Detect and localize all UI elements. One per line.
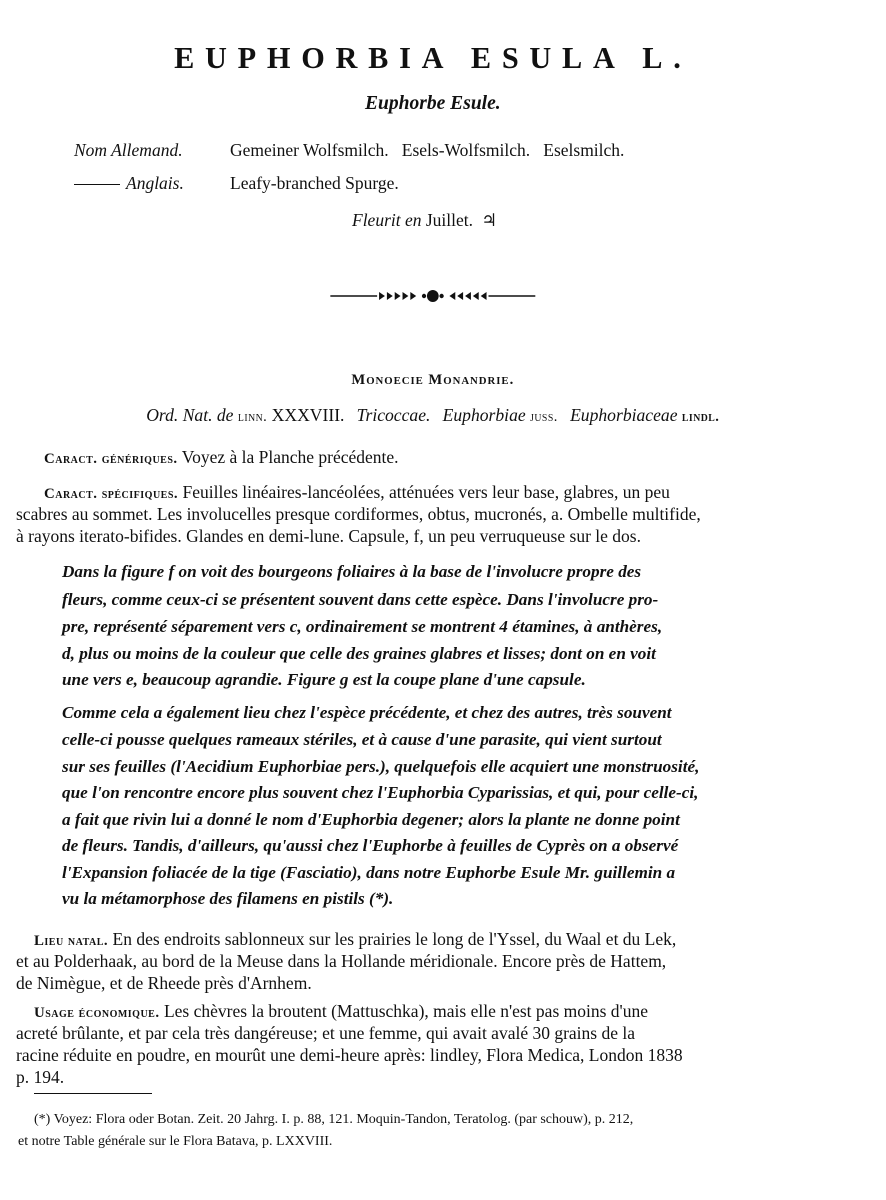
specific-label: Caract. spécifiques. bbox=[44, 486, 179, 502]
ord-number: XXXVIII. bbox=[271, 405, 345, 425]
native-habitat-l2: et au Polderhaak, au bord de la Meuse dans la Hollande méridionale. Encore près de Hattem, bbox=[16, 951, 667, 971]
monstrosity-paragraph-line-6: de fleurs. Tandis, d'ailleurs, qu'aussi chez l'Euphorbe à feuilles de Cyprès on a observé bbox=[62, 836, 679, 855]
specific-characters-l2: scabres au sommet. Les involucelles presque cordiformes, obtus, mucronés, a. Ombelle multifide, bbox=[16, 504, 701, 524]
english-label: Anglais. bbox=[126, 173, 184, 193]
economic-use-l1 bbox=[34, 1001, 648, 1022]
natural-order-line bbox=[0, 405, 866, 426]
juss-abbrev: juss. bbox=[530, 409, 558, 425]
monstrosity-paragraph-line-3: sur ses feuilles (l'Aecidium Euphorbiae pers.), quelquefois elle acquiert une monstruosité, bbox=[62, 757, 700, 776]
footnote-line-1: (*) Voyez: Flora oder Botan. Zeit. 20 Jahrg. I. p. 88, 121. Moquin-Tandon, Teratolog. (par schouw), p. 212, bbox=[34, 1112, 634, 1127]
generic-text: Voyez à la Planche précédente. bbox=[181, 447, 399, 467]
monstrosity-paragraph-line-1: Comme cela a également lieu chez l'espèce précédente, et chez des autres, très souvent bbox=[62, 703, 672, 722]
monstrosity-paragraph-line-5: a fait que rivin lui a donné le nom d'Euphorbia degener; alors la plante ne donne point bbox=[62, 810, 680, 829]
habitat-text-1: En des endroits sablonneux sur les prairies le long de l'Yssel, du Waal et du Lek, bbox=[112, 929, 677, 949]
footnote-rule bbox=[34, 1093, 152, 1094]
footnote-line-2: et notre Table générale sur le Flora Batava, p. LXXVIII. bbox=[18, 1134, 333, 1149]
figure-paragraph-line-5: une vers e, beaucoup agrandie. Figure g est la coupe plane d'une capsule. bbox=[62, 670, 586, 689]
english-name-row bbox=[74, 173, 399, 194]
specific-characters-l3: à rayons iterato-bifides. Glandes en demi-lune. Capsule, f, un peu verruqueuse sur le dos. bbox=[16, 526, 641, 546]
flowering-month: Juillet. bbox=[425, 210, 474, 230]
monstrosity-paragraph-line-4: que l'on rencontre encore plus souvent chez l'Euphorbia Cyparissias, et qui, pour celle-ci, bbox=[62, 783, 699, 802]
euphorbiaceae: Euphorbiaceae bbox=[570, 405, 678, 425]
specific-characters-l1 bbox=[44, 482, 866, 503]
flowering-label: Fleurit en bbox=[352, 210, 422, 230]
monstrosity-paragraph-line-7: l'Expansion foliacée de la tige (Fasciatio), dans notre Euphorbe Esule Mr. guillemin a bbox=[62, 863, 676, 882]
german-label: Nom Allemand. bbox=[74, 140, 183, 160]
ditto-dash bbox=[74, 184, 120, 185]
lindl-abbrev: lindl. bbox=[681, 409, 720, 425]
euphorbiae: Euphorbiae bbox=[442, 405, 526, 425]
page-subtitle: Euphorbe Esule. bbox=[364, 92, 501, 114]
generic-characters bbox=[44, 447, 399, 468]
usage-text-1: Les chèvres la broutent (Mattuschka), mais elle n'est pas moins d'une bbox=[163, 1001, 648, 1021]
linn-abbrev: linn. bbox=[237, 409, 268, 425]
perennial-symbol: ♃ bbox=[481, 210, 498, 230]
flowering-row bbox=[352, 210, 497, 231]
decorative-ornament bbox=[0, 284, 866, 308]
native-habitat-l3: de Nimègue, et de Rheede près d'Arnhem. bbox=[16, 973, 312, 993]
german-name-row bbox=[74, 140, 624, 161]
economic-use-l2: acreté brûlante, et par cela très dangéreuse; et une femme, qui avait avalé 30 grains de la bbox=[16, 1023, 636, 1043]
english-names: Leafy-branched Spurge. bbox=[230, 173, 399, 193]
tricoccae: Tricoccae. bbox=[356, 405, 431, 425]
usage-label: Usage économique. bbox=[34, 1005, 160, 1021]
page-title: EUPHORBIA ESULA L. bbox=[174, 40, 692, 75]
figure-paragraph-line-2: fleurs, comme ceux-ci se présentent souvent dans cette espèce. Dans l'involucre pro- bbox=[62, 590, 659, 609]
linnaean-class: Monoecie Monandrie. bbox=[351, 372, 515, 388]
figure-paragraph-line-3: pre, représenté séparement vers c, ordinairement se montrent 4 étamines, à anthères, bbox=[62, 617, 663, 636]
economic-use-l4: p. 194. bbox=[16, 1067, 65, 1087]
figure-paragraph-line-4: d, plus ou moins de la couleur que celle des graines glabres et lisses; dont on en voit bbox=[62, 644, 656, 663]
monstrosity-paragraph-line-8: vu la métamorphose des filamens en pistils (*). bbox=[62, 889, 394, 908]
figure-paragraph-line-1: Dans la figure f on voit des bourgeons foliaires à la base de l'involucre propre des bbox=[62, 562, 642, 581]
ord-label: Ord. Nat. de bbox=[146, 405, 234, 425]
native-habitat-l1 bbox=[34, 929, 676, 950]
habitat-label: Lieu natal. bbox=[34, 933, 109, 949]
monstrosity-paragraph-line-2: celle-ci pousse quelques rameaux stériles, et à cause d'une parasite, qui vient surtout bbox=[62, 730, 662, 749]
generic-label: Caract. génériques. bbox=[44, 451, 178, 467]
specific-text-1: Feuilles linéaires-lancéolées, atténuées vers leur base, glabres, un peu bbox=[182, 482, 670, 502]
german-names: Gemeiner Wolfsmilch. Esels-Wolfsmilch. Eselsmilch. bbox=[230, 140, 625, 160]
economic-use-l3: racine réduite en poudre, en mourût une demi-heure après: lindley, Flora Medica, London 1838 bbox=[16, 1045, 683, 1065]
